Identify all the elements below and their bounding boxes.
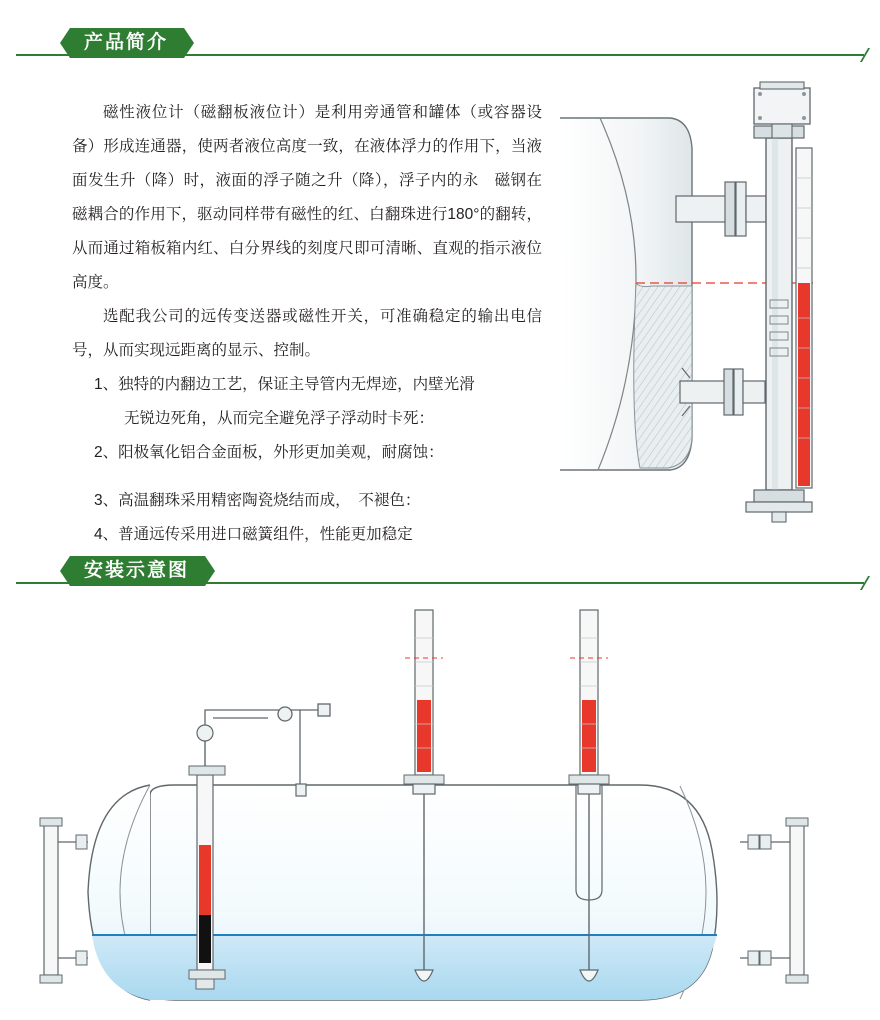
- intro-list-item-1-sub: 无锐边死角，从而完全避免浮子浮动时卡死：: [124, 410, 435, 427]
- level-gauge-far-right: [740, 818, 808, 983]
- section-header-intro: [0, 10, 880, 58]
- intro-list-gap: [72, 470, 542, 484]
- installation-diagram: [0, 590, 880, 1020]
- intro-list-item-2-text: 阳极氧化铝合金面板，外形更加美观，耐腐蚀：: [118, 444, 444, 461]
- intro-list-item-3-text: 高温翻珠采用精密陶瓷烧结而成， 不褪色：: [118, 492, 421, 509]
- section-divider-install: [16, 582, 864, 584]
- intro-list-item: [72, 368, 542, 436]
- tank-body: [560, 118, 692, 470]
- intro-paragraph-2: 选配我公司的远传变送器或磁性开关，可准确稳定的输出电信号，从而实现远距离的显示、控制。: [72, 308, 542, 359]
- level-gauge-far-left: [40, 818, 88, 983]
- drain-valve: [772, 512, 786, 522]
- section-header-install: [0, 538, 880, 586]
- section-title-intro: 产品简介: [70, 28, 184, 58]
- intro-list-item-4-num: 4、: [94, 526, 119, 543]
- horizontal-vessel: [88, 785, 717, 1000]
- section-title-install: 安装示意图: [70, 556, 205, 586]
- intro-list-item-4-text: 普通远传采用进口磁簧组件，性能更加稳定: [118, 526, 413, 543]
- intro-list-item-1-text: 独特的内翻边工艺，保证主导管内无焊迹，内壁光滑: [118, 376, 475, 393]
- section-divider-intro: [16, 54, 864, 56]
- lower-connection-pipe: [680, 368, 765, 416]
- intro-list-item-2-num: 2、: [94, 444, 119, 461]
- intro-paragraph-1: 磁性液位计（磁翻板液位计）是利用旁通管和罐体（或容器设备）形成连通器，使两者液位高度一致，在液体浮力的作用下，当液面发生升（降）时，液面的浮子随之升（降），浮子内的永 磁钢在磁耦合的作用下，驱动同样带有磁性的红、白翻珠进行180°的翻转，从而通过箱板箱内红、白分界线的刻度尺即可清晰、直观的指示液位高度。: [72, 104, 542, 291]
- intro-list-item: [72, 484, 542, 518]
- product-illustration: [540, 78, 870, 528]
- intro-list-item: [72, 436, 542, 470]
- intro-list-item-3-num: 3、: [94, 492, 119, 509]
- indicator-panel: [796, 148, 812, 488]
- intro-copy: [72, 96, 542, 552]
- intro-list-item-1-num: 1、: [94, 376, 119, 393]
